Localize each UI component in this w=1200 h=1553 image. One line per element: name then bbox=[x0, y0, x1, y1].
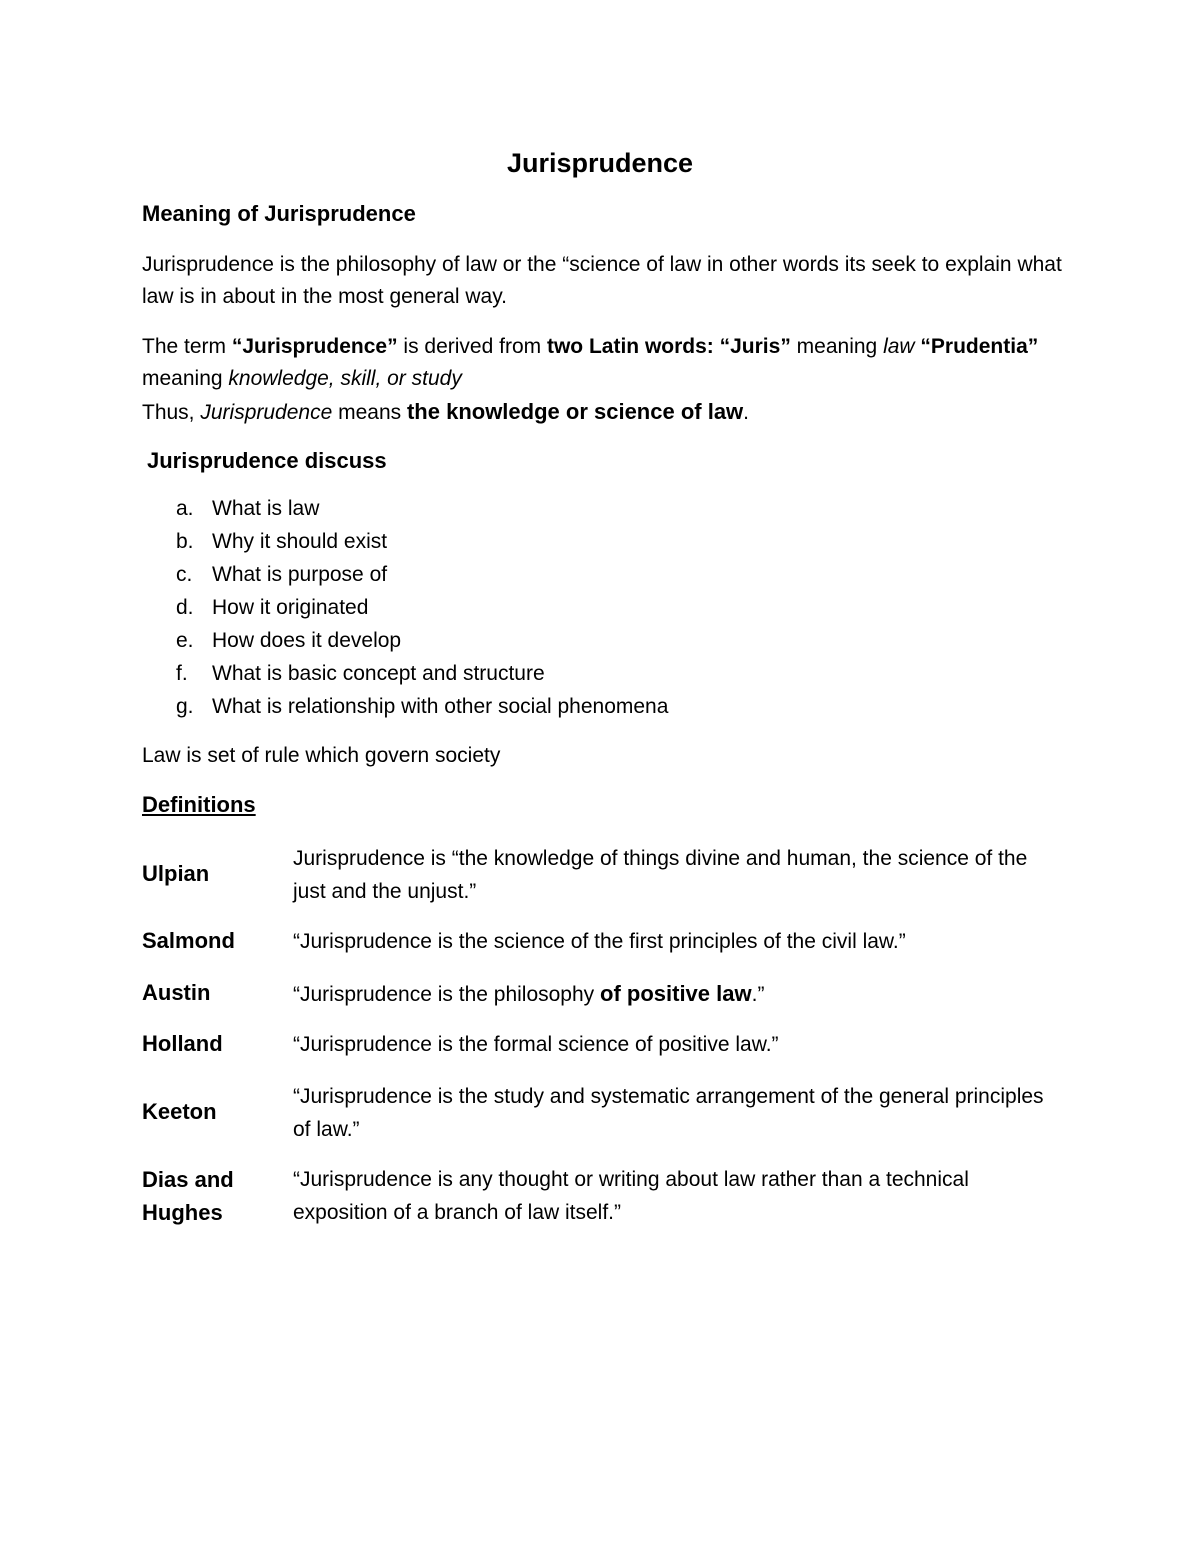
thus-text: means bbox=[332, 401, 407, 424]
term-word-jurisprudence: “Jurisprudence” bbox=[231, 335, 398, 358]
list-marker: c. bbox=[176, 563, 193, 586]
list-marker: b. bbox=[176, 530, 194, 553]
thus-definition: the knowledge or science of law bbox=[406, 399, 744, 424]
definition-text: “Jurisprudence is the science of the first principles of the civil law.” bbox=[293, 930, 906, 953]
definition-text: “Jurisprudence is the formal science of positive law.” bbox=[293, 1033, 779, 1056]
term-paragraph bbox=[142, 331, 1062, 395]
list-item-text: What is relationship with other social phenomena bbox=[212, 695, 669, 718]
list-item-text: How does it develop bbox=[212, 629, 402, 652]
list-marker: f. bbox=[176, 662, 188, 685]
thus-paragraph bbox=[142, 396, 1062, 429]
list-item-text: What is purpose of bbox=[212, 563, 388, 586]
thus-jurisprudence: Jurisprudence bbox=[200, 401, 333, 424]
term-law: law bbox=[883, 335, 915, 358]
list-marker: d. bbox=[176, 596, 194, 619]
definition-author: Austin bbox=[142, 980, 211, 1005]
list-item-text: Why it should exist bbox=[212, 530, 388, 553]
meaning-heading: Meaning of Jurisprudence bbox=[142, 201, 416, 226]
definition-text: “Jurisprudence is the study and systematic arrangement of the general principles of law.” bbox=[293, 1085, 1044, 1141]
page-title: Jurisprudence bbox=[506, 148, 694, 178]
term-text: meaning bbox=[790, 335, 884, 358]
definition-author: Dias and Hughes bbox=[142, 1167, 234, 1225]
definition-author: Keeton bbox=[142, 1099, 217, 1124]
definition-text: “Jurisprudence is any thought or writing about law rather than a technical exposition of a branch of law itself.” bbox=[293, 1168, 969, 1224]
term-word-prudentia: “Prudentia” bbox=[920, 335, 1039, 358]
thus-text: Thus, bbox=[142, 401, 201, 424]
term-latin-words: two Latin words: “Juris” bbox=[546, 335, 791, 358]
definition-text bbox=[293, 977, 1063, 1011]
list-marker: e. bbox=[176, 629, 194, 652]
definitions-heading: Definitions bbox=[142, 792, 256, 817]
definition-author: Holland bbox=[142, 1031, 223, 1056]
thus-text: . bbox=[743, 401, 750, 424]
law-statement: Law is set of rule which govern society bbox=[142, 744, 501, 767]
definition-text-part: “Jurisprudence is the philosophy bbox=[293, 983, 601, 1006]
list-marker: g. bbox=[176, 695, 194, 718]
list-item-text: What is law bbox=[212, 497, 320, 520]
definition-author: Ulpian bbox=[142, 861, 210, 886]
term-knowledge: knowledge, skill, or study bbox=[228, 367, 462, 390]
discuss-heading: Jurisprudence discuss bbox=[147, 448, 387, 473]
term-text: is derived from bbox=[397, 335, 547, 358]
definition-text: Jurisprudence is “the knowledge of things divine and human, the science of the just and the unjust.” bbox=[293, 847, 1028, 903]
term-text: The term bbox=[142, 335, 232, 358]
definition-author: Salmond bbox=[142, 928, 235, 953]
definition-text-part: .” bbox=[751, 983, 765, 1006]
list-item-text: How it originated bbox=[212, 596, 369, 619]
list-item-text: What is basic concept and structure bbox=[212, 662, 545, 685]
list-marker: a. bbox=[176, 497, 194, 520]
definition-text-emphasis: of positive law bbox=[600, 981, 752, 1006]
meaning-paragraph: Jurisprudence is the philosophy of law or the “science of law in other words its seek to explain what law is in about in the most general way. bbox=[142, 253, 1062, 308]
term-text: meaning bbox=[142, 367, 229, 390]
